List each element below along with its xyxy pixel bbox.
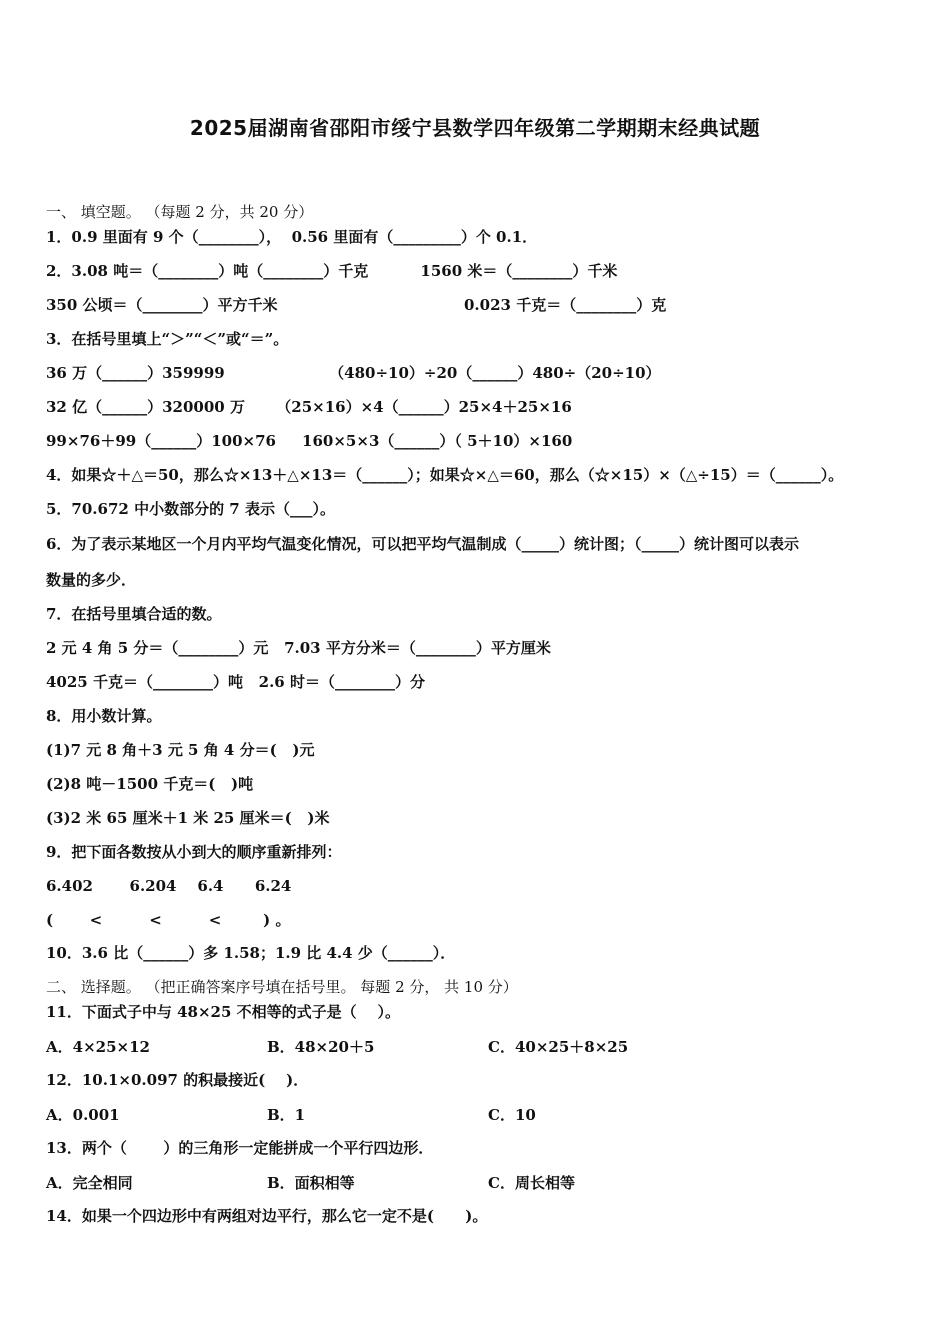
question-3-line2: 32 亿（______）320000 万 （25×16）×4（______）25×4＋25×16 bbox=[46, 398, 572, 416]
question-6-line1: 6．为了表示某地区一个月内平均气温变化情况，可以把平均气温制成（_____）统计图；（_____）统计图可以表示 bbox=[46, 535, 799, 553]
question-11: 11．下面式子中与 48×25 不相等的式子是（ ）。 bbox=[46, 1003, 401, 1021]
question-8-line3: (3)2 米 65 厘米＋1 米 25 厘米＝( )米 bbox=[46, 809, 330, 827]
question-14: 14．如果一个四边形中有两组对边平行，那么它一定不是( )。 bbox=[46, 1207, 488, 1225]
question-7-line2: 4025 千克＝（________）吨 2.6 时＝（________）分 bbox=[46, 673, 425, 691]
question-8: 8．用小数计算。 bbox=[46, 707, 162, 725]
question-13-option-a: A．完全相同 bbox=[46, 1174, 133, 1192]
question-12-option-a: A．0.001 bbox=[46, 1106, 120, 1124]
question-12-option-c: C．10 bbox=[488, 1106, 536, 1124]
question-10: 10．3.6 比（______）多 1.58；1.9 比 4.4 少（______）． bbox=[46, 944, 456, 962]
question-9-answer: ( < < < ) 。 bbox=[46, 911, 291, 929]
question-7: 7．在括号里填合适的数。 bbox=[46, 605, 222, 623]
question-3: 3．在括号里填上“＞”“＜”或“＝”。 bbox=[46, 330, 289, 348]
question-6-line2: 数量的多少． bbox=[46, 571, 137, 589]
question-11-option-b: B．48×20＋5 bbox=[267, 1038, 375, 1056]
question-11-option-c: C．40×25＋8×25 bbox=[488, 1038, 629, 1056]
question-11-option-a: A．4×25×12 bbox=[46, 1038, 150, 1056]
question-13-option-c: C．周长相等 bbox=[488, 1174, 575, 1192]
section2-header: 二、 选择题。 （把正确答案序号填在括号里。 每题 2 分， 共 10 分） bbox=[46, 978, 518, 996]
question-5: 5．70.672 中小数部分的 7 表示（___）。 bbox=[46, 500, 335, 518]
question-3-line3: 99×76＋99（______）100×76 160×5×3（______）（ 5＋10）×160 bbox=[46, 432, 573, 450]
question-2-line2-left: 350 公顷＝（________）平方千米 bbox=[46, 296, 278, 314]
question-8-line1: (1)7 元 8 角＋3 元 5 角 4 分＝( )元 bbox=[46, 741, 315, 759]
question-13-option-b: B．面积相等 bbox=[267, 1174, 355, 1192]
question-9: 9．把下面各数按从小到大的顺序重新排列： bbox=[46, 843, 342, 861]
question-2-line2-right: 0.023 千克＝（________）克 bbox=[464, 296, 667, 314]
question-12: 12．10.1×0.097 的积最接近( )． bbox=[46, 1071, 309, 1089]
question-3-line1: 36 万（______）359999 （480÷10）÷20（______）480÷（20÷10） bbox=[46, 364, 661, 382]
page-title: 2025届湖南省邵阳市绥宁县数学四年级第二学期期末经典试题 bbox=[189, 116, 761, 140]
question-13: 13．两个（ ）的三角形一定能拼成一个平行四边形． bbox=[46, 1139, 434, 1157]
question-8-line2: (2)8 吨－1500 千克＝( )吨 bbox=[46, 775, 254, 793]
question-12-option-b: B．1 bbox=[267, 1106, 306, 1124]
question-1: 1．0.9 里面有 9 个（________）， 0.56 里面有（_________）个 0.1． bbox=[46, 228, 538, 246]
question-7-line1: 2 元 4 角 5 分＝（________）元 7.03 平方分米＝（________）平方厘米 bbox=[46, 639, 551, 657]
question-4: 4．如果☆＋△＝50，那么☆×13＋△×13＝（______）；如果☆×△＝60，那么（☆×15）×（△÷15）＝（______）。 bbox=[46, 466, 844, 484]
question-9-numbers: 6.402 6.204 6.4 6.24 bbox=[46, 877, 292, 895]
section1-header: 一、 填空题。 （每题 2 分，共 20 分） bbox=[46, 203, 314, 221]
question-2-line1: 2．3.08 吨＝（________）吨（________）千克 1560 米＝（________）千米 bbox=[46, 262, 618, 280]
